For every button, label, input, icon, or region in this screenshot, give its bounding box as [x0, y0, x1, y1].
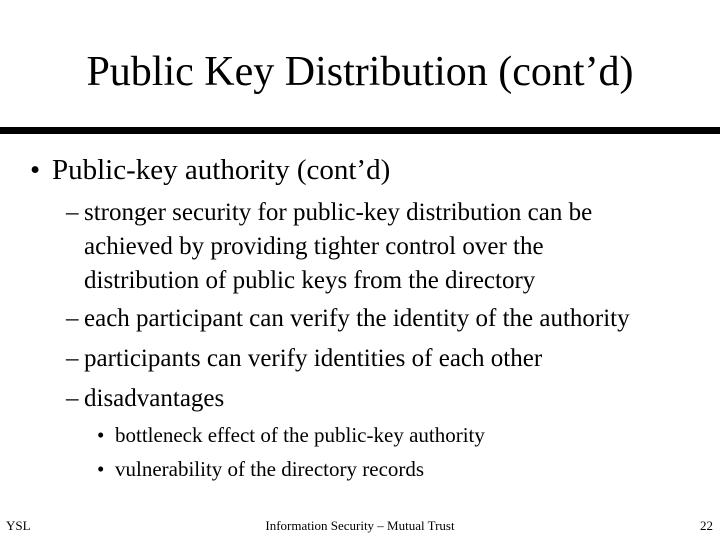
- slide-title: Public Key Distribution (cont’d): [86, 49, 634, 95]
- subitem-disadvantages: [66, 382, 224, 416]
- subitem-line: stronger security for public-key distribution can be: [84, 199, 593, 226]
- subsubitem-bottleneck: [97, 421, 485, 449]
- subsubitem-text: vulnerability of the directory records: [115, 457, 425, 481]
- subitem-line: disadvantages: [84, 385, 225, 412]
- subitem-line: each participant can verify the identity of the authority: [84, 305, 630, 332]
- subitem-verify-each-other: [66, 342, 542, 376]
- dash-marker: –: [66, 385, 79, 412]
- subsubitem-vulnerability: [97, 455, 424, 483]
- bullet-public-key-authority: [30, 150, 390, 190]
- footer-course-title: Information Security – Mutual Trust: [265, 518, 455, 533]
- bullet-marker: •: [97, 457, 105, 481]
- footer-author: YSL: [6, 518, 31, 533]
- title-divider: [0, 127, 720, 134]
- subitem-line: distribution of public keys from the directory: [84, 267, 536, 294]
- subitem-line: participants can verify identities of each other: [84, 345, 543, 372]
- subsubitem-text: bottleneck effect of the public-key authority: [115, 423, 485, 447]
- subitem-stronger-security: [66, 196, 592, 298]
- subitem-line: achieved by providing tighter control over the: [84, 233, 544, 260]
- bullet-marker: •: [97, 423, 105, 447]
- dash-marker: –: [66, 305, 79, 332]
- subitem-verify-authority: [66, 302, 630, 336]
- bullet-marker: •: [30, 154, 41, 186]
- dash-marker: –: [66, 345, 79, 372]
- footer-page-number: 22: [700, 518, 713, 533]
- dash-marker: –: [66, 199, 79, 226]
- bullet-text: Public-key authority (cont’d): [52, 154, 391, 186]
